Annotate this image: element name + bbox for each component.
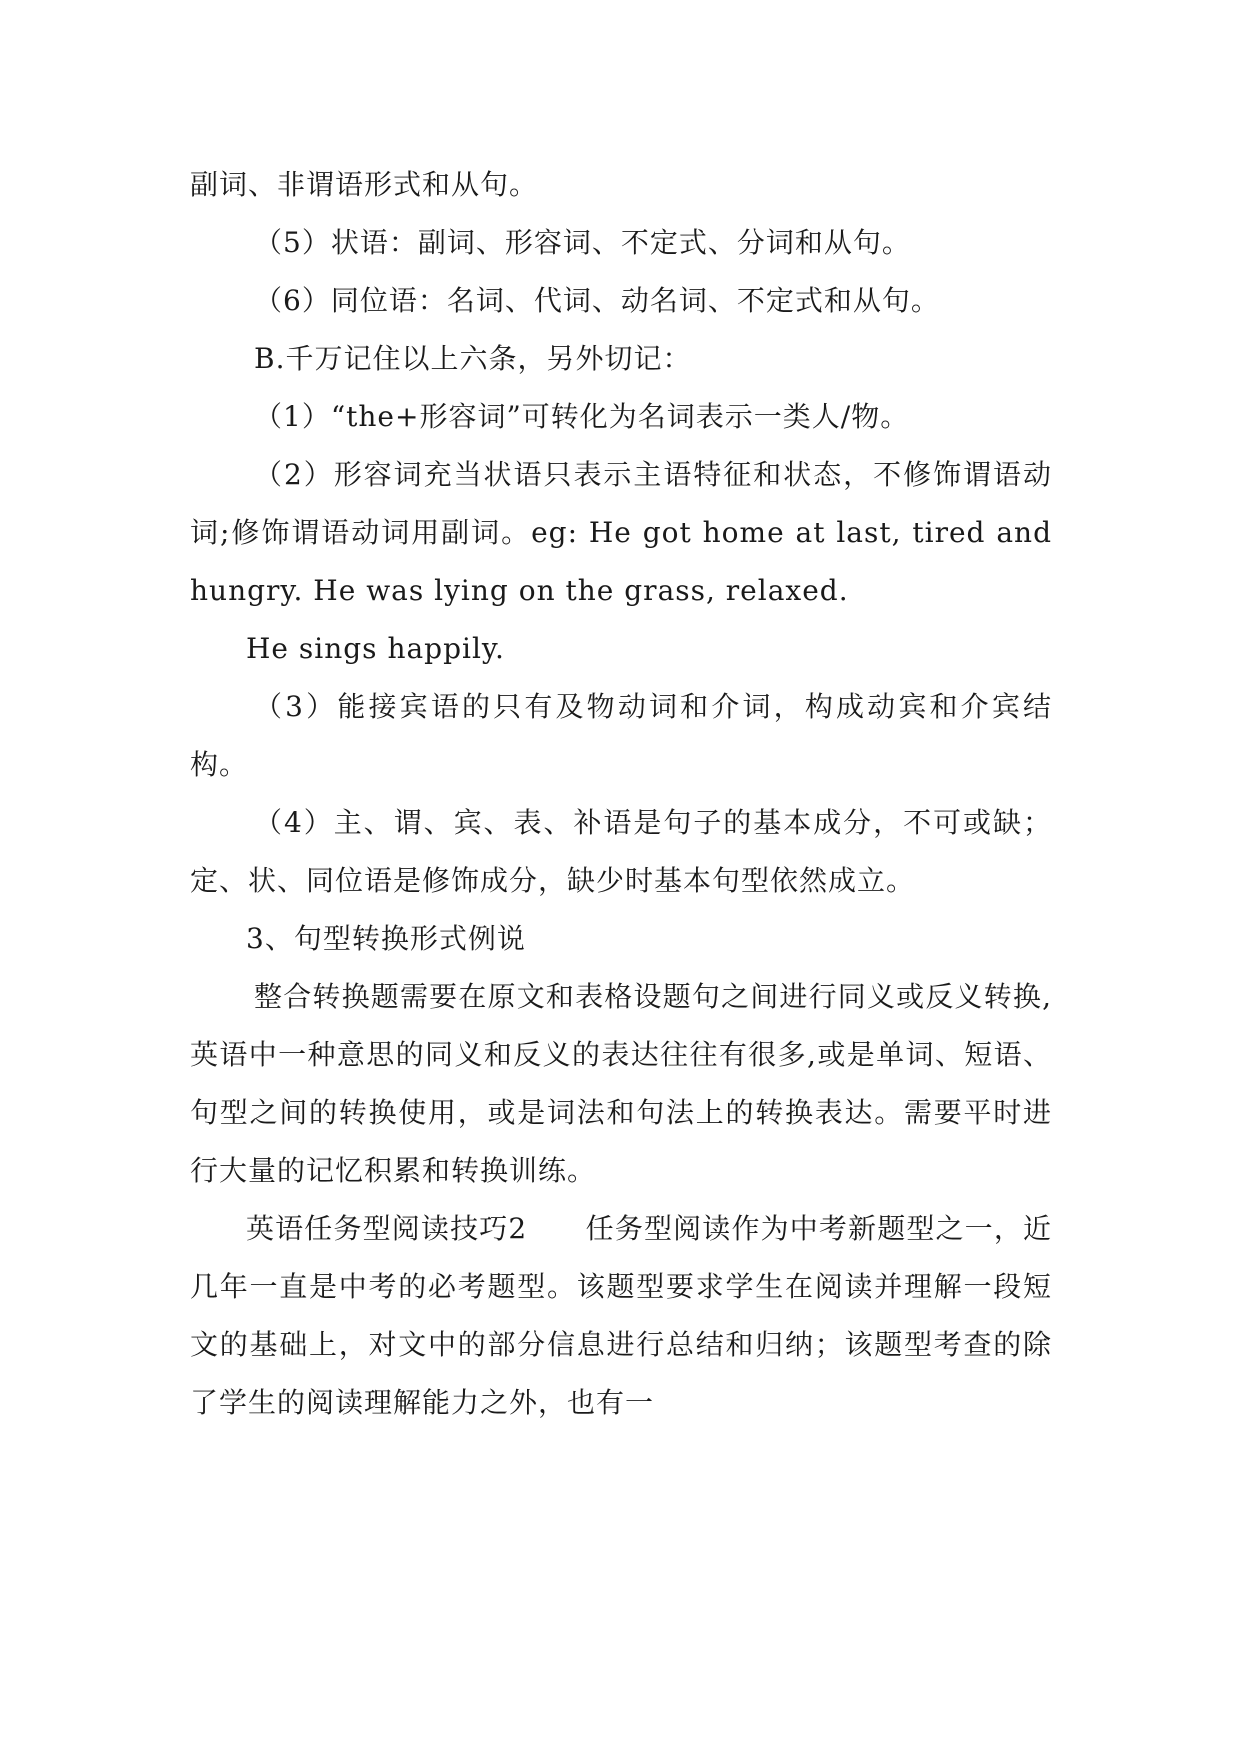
paragraph-note-4: （4）主、谓、宾、表、补语是句子的基本成分，不可或缺；定、状、同位语是修饰成分，缺少时基本句型依然成立。 [190, 806, 1052, 897]
section-heading-3: 3、句型转换形式例说 [246, 922, 526, 955]
paragraph-example: He sings happily. [246, 632, 505, 665]
paragraph-continuation: 副词、非谓语形式和从句。 [190, 168, 539, 201]
paragraph-adverbial: （5）状语：副词、形容词、不定式、分词和从句。 [254, 226, 911, 259]
paragraph-task-reading: 英语任务型阅读技巧2 任务型阅读作为中考新题型之一，近几年一直是中考的必考题型。该题型要求学生在阅读并理解一段短文的基础上，对文中的部分信息进行总结和归纳；该题型考查的除了学生的阅读理解能力之外，也有一 [190, 1212, 1052, 1419]
paragraph-note-1: （1）“the+形容词”可转化为名词表示一类人/物。 [254, 400, 910, 433]
paragraph-note-2: （2）形容词充当状语只表示主语特征和状态，不修饰谓语动词;修饰谓语动词用副词。eg: He got home at last, tired and hungry. He was lying on the grass, relaxed. [190, 458, 1052, 607]
paragraph-conversion: 整合转换题需要在原文和表格设题句之间进行同义或反义转换,英语中一种意思的同义和反义的表达往往有很多,或是单词、短语、句型之间的转换使用，或是词法和句法上的转换表达。需要平时进行大量的记忆积累和转换训练。 [190, 980, 1052, 1187]
document-body [190, 156, 1052, 1432]
paragraph-appositive: （6）同位语：名词、代词、动名词、不定式和从句。 [254, 284, 940, 317]
paragraph-note-3: （3）能接宾语的只有及物动词和介词，构成动宾和介宾结构。 [190, 690, 1052, 781]
paragraph-remember-heading: B.千万记住以上六条，另外切记： [254, 342, 692, 375]
